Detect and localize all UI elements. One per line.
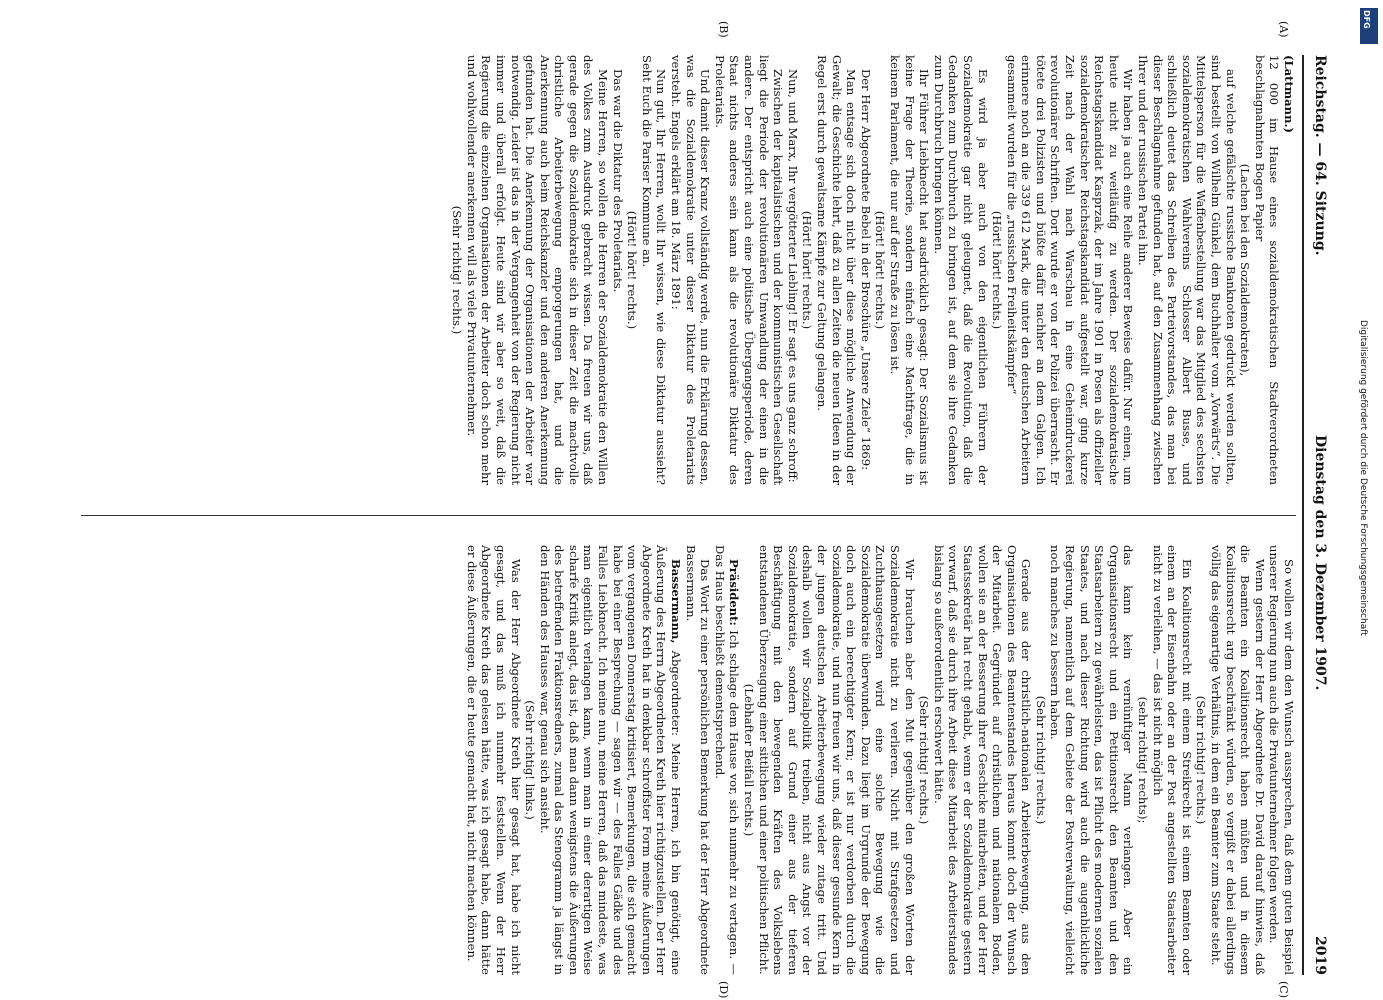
left-column bbox=[450, 55, 1296, 485]
rotated-content bbox=[65, 21, 1330, 999]
page-number: 2019 bbox=[1312, 936, 1328, 975]
reaction: (Lachen bei den Sozialdemokraten), bbox=[1238, 163, 1253, 377]
bassermann-label: Bassermann, bbox=[669, 559, 684, 644]
margin-mark-a: (A) bbox=[1277, 21, 1290, 38]
margin-mark-c: (C) bbox=[1277, 981, 1290, 998]
paragraph: Was der Herr Abgeordnete Kreth hier gesagt hat, habe ich nicht gesagt, und das muß ich nunmehr feststellen. Wenn der Herr Abgeordnete Kreth das gelesen hätte, was ich gesagt habe, dann hätte er diese Äußerungen, die er heute gemacht hat, nicht machen können. bbox=[464, 545, 523, 975]
reaction: (Hört! hört! rechts.) bbox=[873, 210, 888, 330]
header-rule bbox=[1302, 55, 1304, 975]
dfg-logo-text: DFG bbox=[1362, 10, 1371, 29]
bassermann-statement bbox=[537, 545, 683, 975]
reaction: (Hört! hört! rechts.) bbox=[800, 210, 815, 330]
reaction: (Sehr richtig! links.) bbox=[523, 700, 538, 820]
bassermann-text: Meine Herren, ich bin genötigt, eine Äußerung des Herrn Abgeordneten Kreth hier richtigzustellen. Der Herr Abgeordnete Kreth hat in denkbar schroffster Form meine Äußerungen vom vergangenen Donnerstag kritisiert, Bemerkungen, die sich gemacht habe bei einer Besprechung — sagen wir — des Falles Gädke und des Falles Liebknecht. Ich meine nun, meine Herren, daß das mindeste, was man eigentlich verlangen kann, wenn man in einer derartigen Weise scharfe Kritik anlegt, das ist, daß man dann wenigstens die Äußerungen des betreffenden Fraktionsredners, zumal das Stenogramm ja längst in den Händen des Hauses war, genau sich ansieht. bbox=[537, 545, 684, 976]
paragraph: Nun, und Marx, Ihr vergötterter Liebling! Er sagt es uns ganz schroff: bbox=[785, 69, 800, 483]
paragraph: So wollen wir dem den Wunsch aussprechen, daß dem guten Beispiel unserer Regierung nun auch die Privatunternehmer folgen werden. bbox=[1267, 545, 1296, 975]
paragraph: auf welche gefälschte russische Banknoten gedruckt werden sollten, sind bestellt von Wilhelm Günkel, dem Buchhalter vom „Vorwärts“. Die Mittelsperson für die Waffenbestellung war das Mitglied des sechsten sozialdemokratischen Wahlvereins Schlosser Albert Busse, und schließlich deutet das Schreiben des Parteivorstandes, das man bei dieser Beschlagnahme gefunden hat, auf den Zusammenhang zwischen Ihrer und der russischen Partei hin. bbox=[1136, 55, 1238, 485]
reaction: (Sehr richtig! rechts.) bbox=[450, 205, 465, 335]
quote: Man entsage sich doch nicht über diese mögliche Anwendung der Gewalt; die Geschichte lehrt, daß zu allen Zeiten die neuen Ideen in der Regel erst durch gewaltsame Kämpfe zur Geltung gelangen. bbox=[815, 55, 859, 485]
paragraph: Der Herr Abgeordnete Bebel in der Broschüre „Unsere Ziele“ 1869: bbox=[858, 69, 873, 470]
paragraph: Gerade aus der christlich-nationalen Arbeiterbewegung, aus den Organisationen des Beamtenstandes heraus kommt doch der Wunsch der Mitarbeit. Gegründet auf christlichem und nationalem Boden, wollen sie an der Besserung ihrer Geschicke mitarbeiten, und der Herr Staatssekretär hat recht gehabt, wenn er der Sozialdemokratie gestern vorwarf, daß sie durch ihre Arbeit diese Mitarbeit des Arbeiterstandes bislang so außerordentlich erschwert hätte. bbox=[931, 545, 1034, 975]
column-divider bbox=[81, 515, 1296, 516]
reaction: (Sehr richtig! rechts.) bbox=[917, 695, 932, 825]
quote: Nun gut, Ihr Herren, wollt Ihr wissen, wie diese Diktatur aussieht? Seht Euch die Pariser Kommune an. bbox=[639, 55, 669, 485]
dfg-logo bbox=[1360, 8, 1378, 44]
president-statement bbox=[712, 545, 741, 975]
paragraph: Das war die Diktatur des Proletariats. bbox=[610, 69, 625, 293]
margin-mark-b: (B) bbox=[717, 21, 730, 38]
digitization-note-text: Digitalisierung gefördert durch die Deutsche Forschungsgemeinschaft bbox=[1358, 320, 1368, 636]
header-date: Dienstag den 3. Dezember 1907. bbox=[1312, 435, 1328, 691]
right-column bbox=[464, 545, 1296, 975]
reaction: (sehr richtig! rechts); bbox=[1136, 696, 1151, 824]
paragraph: Das Wort zu einer persönlichen Bemerkung hat der Herr Abgeordnete Bassermann. bbox=[683, 545, 713, 975]
paragraph: Es wird ja aber auch von den eigentlichen Führern der Sozialdemokratie gar nicht geleugnet, daß die Revolution, daß die Gedanken zum Durchbruch zu bringen ist, auf dem sie ihre Gedanken zum Durchbruch bringen können. bbox=[931, 55, 990, 485]
paragraph: 12 000 im Hause eines sozialdemokratischen Stadtverordneten beschlagnahmten Bogen Papier bbox=[1252, 55, 1282, 485]
margin-mark-d: (D) bbox=[717, 981, 730, 999]
page-header bbox=[1304, 55, 1330, 975]
president-text: Ich schlage dem Hause vor, sich nunmehr zu vertagen. — Das Haus beschließt dementsprechend. bbox=[712, 545, 742, 975]
quote: Zwischen der kapitalistischen und der kommunistischen Gesellschaft liegt die Periode der revolutionären Umwandlung der einen in die andere. Der entspricht auch eine politische Übergangsperiode, deren Staat nichts anderes sein kann als die revolutionäre Diktatur des Proletariats. bbox=[712, 55, 786, 485]
reaction: (Lebhafter Beifall rechts.) bbox=[742, 683, 757, 837]
paragraph: Wir haben ja auch eine Reihe anderer Beweise dafür. Nur einen, um heute nicht zu weitläufig zu werden. Der sozialdemokratische Reichstagskandidat Kasprzak, der im Jahre 1901 in Posen als offizieller sozialdemokratischer Reichstagskandidat aufgestellt war, ging kurze Zeit nach der Wahl nach Warschau in eine Geheimdruckerei revolutionärer Schriften. Dort wurde er von der Polizei überrascht. Er tötete drei Polizisten und büßte dafür nachher an dem Galgen. Ich erinnere noch an die 339 612 Mark, die unter den deutschen Arbeitern gesammelt wurden für die „russischen Freiheitskämpfer“ bbox=[1004, 55, 1136, 485]
paragraph: Meine Herren, so wollen die Herren der Sozialdemokratie den Willen des Volkes zum Ausdruck gebracht wissen. Da freuen wir uns, daß gerade gegen die Sozialdemokratie sich in dieser Zeit die machtvolle christliche Arbeiterbewegung emporgerungen hat, und die Anerkennung auch beim Reichskanzler und den anderen Anerkennung gefunden hat. Die Anerkennung der Organisationen der Arbeiter war notwendig. Leider ist das in der Vergangenheit von der Regierung nicht immer und überall erfolgt. Heute sind wir aber so weit, daß die Regierung die einzelnen Organisationen der Arbeiter doch schon mehr und wohlwollender anerkennen will als viele Privatunternehmer. bbox=[464, 55, 611, 485]
paragraph: Ihr Führer Liebknecht hat ausdrücklich gesagt: Der Sozialismus ist keine Frage der Theorie, sondern einfach eine Machtfrage, die in keinem Parlament, die nur auf der Straße zu lösen ist. bbox=[887, 55, 932, 485]
speaker-tag: (Lattmann.) bbox=[1282, 55, 1296, 134]
paragraph: Ein Koalitionsrecht mit einem Streikrecht ist einem Beamten oder einem an der Eisenbahn oder an der Post angestellten Staatsarbeiter nicht zu verleihen, — das ist nicht möglich bbox=[1150, 545, 1194, 975]
paragraph: Wenn gestern der Herr Abgeordnete Dr. David darauf hinwies, daß die Beamten ein Koalitionsrecht haben müßten und in diesem Koalitionsrecht arg beschränkt würden, so vergißt er dabei allerdings völlig das eigenartige Verhältnis, in dem ein Beamter zum Staate steht. bbox=[1209, 545, 1267, 975]
reaction: (Sehr richtig! rechts.) bbox=[1194, 695, 1209, 825]
header-session: Reichstag. — 64. Sitzung. bbox=[1312, 55, 1328, 256]
president-label: Präsident: bbox=[727, 559, 742, 626]
paragraph: Und damit dieser Kranz vollständig werde, nun die Erklärung dessen, was die Sozialdemokratie unter dieser Diktatur des Proletariats versteht. Engels erklärt am 18. März 1891: bbox=[669, 55, 713, 485]
reaction: (Sehr richtig! rechts.) bbox=[1033, 695, 1048, 825]
paragraph: das kann kein vernünftiger Mann verlangen. Aber ein Organisationsrecht und ein Petitionsrecht den Beamten und den Staatsarbeitern zu gewährleisten, das ist Pflicht des modernen sozialen Staates, und nach dieser Richtung wird auch die augenblickliche Regierung, namentlich auf dem Gebiete der Postverwaltung, vielleicht noch manches zu bessern haben. bbox=[1048, 545, 1136, 975]
paragraph: Wir brauchen aber den Mut gegenüber den großen Worten der Sozialdemokratie nicht zu verlieren. Nicht mit Strafgesetzen und Zuchthausgesetzen wird eine solche Bewegung wie die Sozialdemokratie überwunden. Dazu liegt im Urgrunde der Bewegung doch auch ein berechtigter Kern; er ist nur verdorben durch die Sozialdemokratie, und nun freuen wir uns, daß dieser gesunde Kern in der jungen deutschen Arbeiterbewegung wieder zutage tritt. Und deshalb wollen wir Sozialpolitik treiben, nicht aus Angst vor der Sozialdemokratie, sondern auf Grund einer aus der tieferen Beschäftigung mit den bewegenden Kräften des Volkslebens entstandenen Überzeugung einer sittlichen und einer politischen Pflicht. bbox=[756, 545, 917, 975]
reaction: (Hört! hört! rechts.) bbox=[625, 210, 640, 330]
bassermann-role: Abgeordneter: bbox=[669, 650, 684, 736]
digitization-note bbox=[1358, 320, 1370, 880]
reaction: (Hört! hört! rechts.) bbox=[990, 210, 1005, 330]
